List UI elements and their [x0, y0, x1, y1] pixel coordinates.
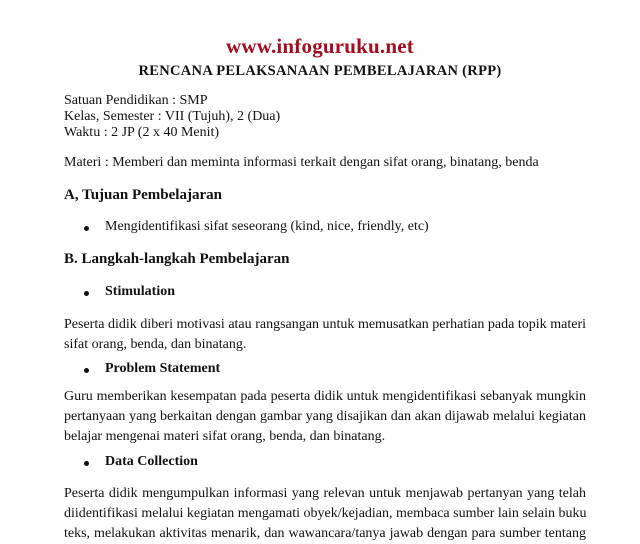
section-b-heading: B. Langkah-langkah Pembelajaran — [64, 251, 290, 267]
paragraph-line: sifat orang, benda, dan binatang. — [64, 337, 247, 352]
identity-waktu: Waktu : 2 JP (2 x 40 Menit) — [64, 125, 220, 140]
identity-satuan: Satuan Pendidikan : SMP — [64, 93, 208, 108]
problem-statement-paragraph — [64, 387, 586, 447]
paragraph-line: belajar mengenai materi sifat orang, benda, dan binatang. — [64, 429, 386, 444]
materi-line: Materi : Memberi dan meminta informasi terkait dengan sifat orang, binatang, benda — [64, 155, 539, 170]
bullet-icon — [84, 291, 89, 296]
problem-statement-label: Problem Statement — [105, 361, 221, 376]
bullet-text: Mengidentifikasi sifat seseorang (kind, nice, friendly, etc) — [105, 219, 429, 234]
watermark-url: www.infoguruku.net — [226, 34, 414, 58]
bullet-icon — [84, 226, 89, 231]
bullet-icon — [84, 461, 89, 466]
data-collection-paragraph — [64, 484, 586, 544]
paragraph-line: Guru memberikan kesempatan pada peserta didik untuk mengidentifikasi sebanyak mungkin — [64, 389, 586, 404]
paragraph-line: diidentifikasi melalui kegiatan mengamati obyek/kejadian, membaca sumber lain selain buku — [64, 506, 587, 521]
data-collection-label: Data Collection — [105, 454, 198, 469]
document-title: RENCANA PELAKSANAAN PEMBELAJARAN (RPP) — [138, 63, 502, 79]
stimulation-paragraph — [64, 315, 586, 355]
paragraph-line: teks, melakukan aktivitas menarik, dan wawancara/tanya jawab dengan para sumber tentang — [64, 526, 586, 541]
stimulation-label: Stimulation — [105, 284, 176, 299]
paragraph-line: pertanyaan yang berkaitan dengan gambar yang disajikan dan akan dijawab melalui kegiatan — [64, 409, 586, 424]
paragraph-line: Peserta didik diberi motivasi atau rangsangan untuk memusatkan perhatian pada topik materi — [64, 317, 586, 332]
paragraph-line: Peserta didik mengumpulkan informasi yang relevan untuk menjawab pertanyan yang telah — [64, 486, 586, 501]
section-a-heading: A, Tujuan Pembelajaran — [64, 187, 222, 203]
identity-kelas: Kelas, Semester : VII (Tujuh), 2 (Dua) — [64, 109, 281, 124]
bullet-icon — [84, 368, 89, 373]
